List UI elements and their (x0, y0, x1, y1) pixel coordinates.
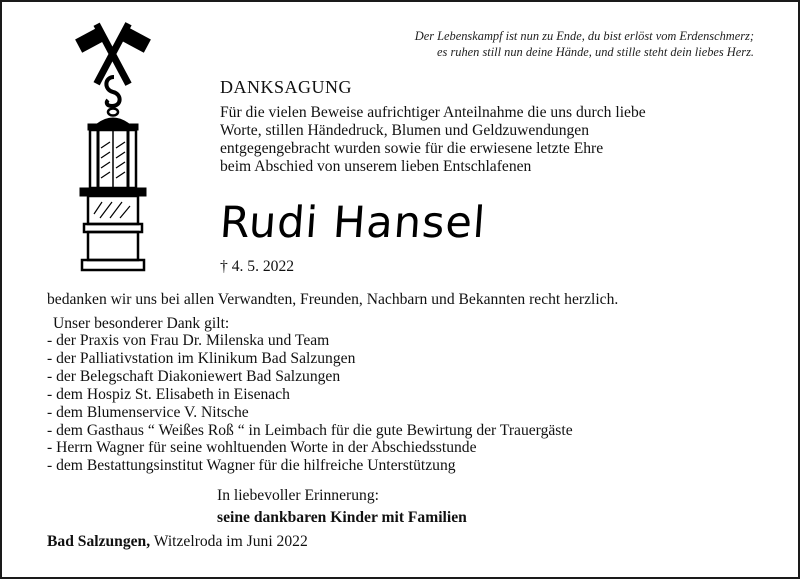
list-item: - dem Hospiz St. Elisabeth in Eisenach (47, 385, 290, 403)
intro-text (220, 104, 646, 176)
thanks-line: bedanken wir uns bei allen Verwandten, Freunden, Nachbarn und Bekannten recht herzlich. (47, 291, 619, 308)
deceased-name: Rudi Hansel (218, 198, 488, 248)
poem-line: Der Lebenskampf ist nun zu Ende, du bist erlöst vom Erdenschmerz; (414, 29, 754, 43)
place-rest: Witzelroda im Juni 2022 (150, 533, 308, 550)
list-item: - der Palliativstation im Klinikum Bad Salzungen (47, 349, 356, 367)
poem-line: es ruhen still nun deine Hände, und stille steht dein liebes Herz. (437, 45, 754, 59)
intro-line: entgegengebracht wurden sowie für die erwiesene letzte Ehre (220, 140, 604, 157)
family-line: seine dankbaren Kinder mit Familien (217, 509, 467, 526)
memory-line: In liebevoller Erinnerung: (217, 487, 379, 504)
place-and-date (47, 533, 308, 551)
list-item: - der Praxis von Frau Dr. Milenska und Team (47, 332, 330, 349)
intro-line: Worte, stillen Händedruck, Blumen und Geldzuwendungen (220, 122, 590, 139)
list-item: - dem Bestattungsinstitut Wagner für die hilfreiche Unterstützung (47, 457, 456, 475)
special-thanks-intro: Unser besonderer Dank gilt: (53, 315, 230, 332)
list-item: - Herrn Wagner für seine wohltuenden Worte in der Abschiedsstunde (47, 439, 477, 457)
poem (415, 28, 754, 60)
special-thanks-list (47, 332, 573, 475)
intro-line: Für die vielen Beweise aufrichtiger Anteilnahme die uns durch liebe (220, 104, 646, 121)
list-item: - dem Gasthaus “ Weißes Roß “ in Leimbach für die gute Bewirtung der Trauergäste (47, 421, 573, 439)
death-date: † 4. 5. 2022 (220, 258, 295, 275)
heading: DANKSAGUNG (220, 77, 353, 97)
list-item: - dem Blumenservice V. Nitsche (47, 403, 249, 421)
intro-line: beim Abschied von unserem lieben Entschlafenen (220, 158, 532, 175)
miners-emblem (68, 22, 158, 274)
list-item: - der Belegschaft Diakoniewert Bad Salzungen (47, 367, 341, 385)
miners-lamp-icon (80, 77, 146, 270)
place-bold: Bad Salzungen, (47, 533, 151, 550)
